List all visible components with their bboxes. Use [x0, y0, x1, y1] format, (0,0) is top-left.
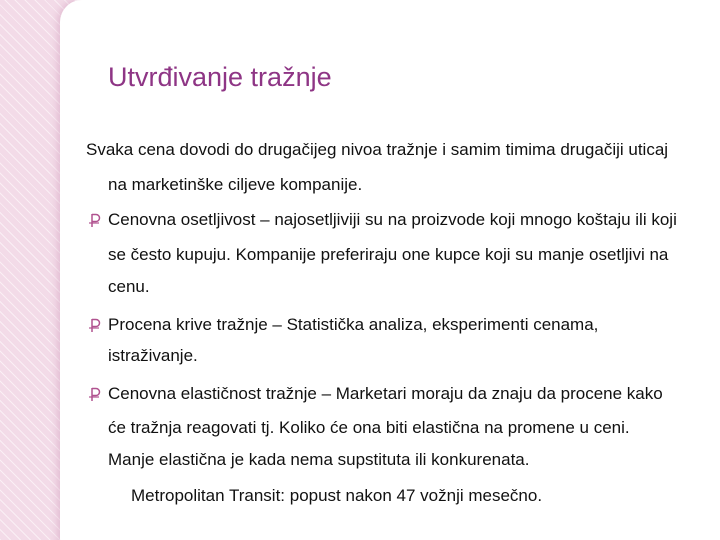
p-bullet-icon [88, 386, 102, 402]
bullet-line: cenu. [108, 277, 150, 296]
p-bullet-icon [88, 317, 102, 333]
bullet-line: istraživanje. [108, 346, 198, 365]
bullet-line: Manje elastična je kada nema supstituta ili konkurenata. [108, 450, 530, 469]
bullet-line: Cenovna elastičnost tražnje – Marketari moraju da znaju da procene kako [108, 384, 663, 403]
footnote: Metropolitan Transit: popust nakon 47 vožnji mesečno. [131, 486, 543, 505]
p-bullet-icon [88, 212, 102, 228]
bullet-line: će tražnja reagovati tj. Koliko će ona biti elastična na promene u ceni. [108, 418, 630, 437]
bullet-line: se često kupuju. Kompanije preferiraju one kupce koji su manje osetljivi na [108, 245, 669, 264]
intro-line: Svaka cena dovodi do drugačijeg nivoa tražnje i samim timima drugačiji uticaj [86, 140, 669, 159]
bullet-line: Procena krive tražnje – Statistička analiza, eksperimenti cenama, [108, 315, 599, 334]
slide-title: Utvrđivanje tražnje [108, 62, 332, 92]
bullet-line: Cenovna osetljivost – najosetljiviji su na proizvode koji mnogo koštaju ili koji [108, 210, 677, 229]
intro-line: na marketinške ciljeve kompanije. [108, 175, 363, 194]
